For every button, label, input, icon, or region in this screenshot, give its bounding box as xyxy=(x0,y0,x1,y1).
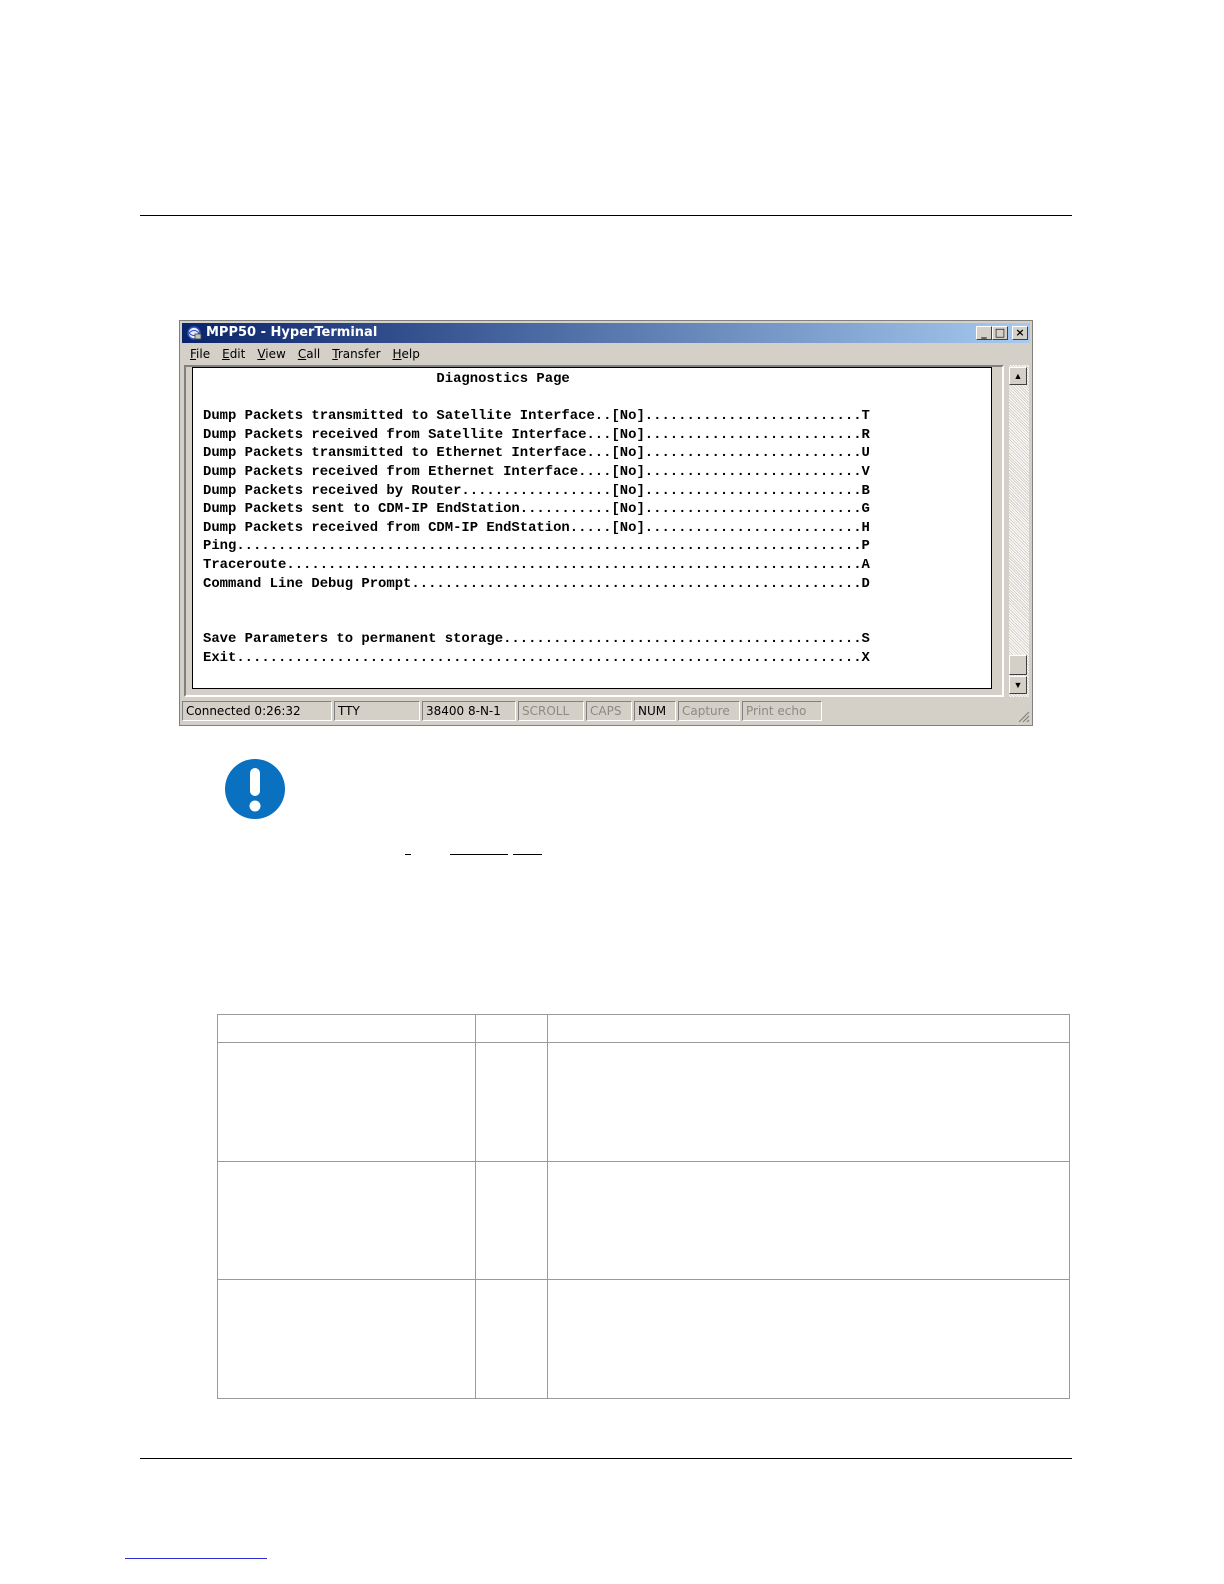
hyperterminal-icon xyxy=(186,325,202,341)
terminal-line: Dump Packets received from Ethernet Interface....[No]..........................V xyxy=(203,464,870,480)
vertical-scrollbar[interactable] xyxy=(1009,365,1029,697)
menu-item-edit[interactable]: Edit xyxy=(222,347,246,361)
terminal-line: Dump Packets received by Router..................[No]..........................B xyxy=(203,482,870,499)
minimize-button[interactable]: _ xyxy=(976,326,992,340)
text-fragment xyxy=(450,854,508,855)
empty-table xyxy=(217,1014,1070,1399)
menu-item-transfer[interactable]: Transfer xyxy=(332,347,381,361)
resize-grip-icon[interactable] xyxy=(1016,709,1030,723)
text-fragment xyxy=(513,854,542,855)
status-tty: TTY xyxy=(334,701,420,721)
terminal-line: Dump Packets sent to CDM-IP EndStation...........[No]..........................G xyxy=(203,501,870,518)
status-print: Print echo xyxy=(742,701,822,721)
terminal-line: Dump Packets transmitted to Satellite Interface..[No]..........................T xyxy=(203,408,870,425)
close-button[interactable]: × xyxy=(1012,326,1028,340)
status-capture: Capture xyxy=(678,701,740,721)
scroll-down-button[interactable]: ▼ xyxy=(1009,676,1027,694)
terminal-line: Save Parameters to permanent storage...........................................S xyxy=(203,631,870,648)
status-bar xyxy=(182,701,1030,723)
terminal-line: Dump Packets transmitted to Ethernet Interface...[No]..........................U xyxy=(203,445,870,462)
status-38400: 38400 8-N-1 xyxy=(422,701,516,721)
hyperterminal-window xyxy=(179,320,1033,726)
status-num: NUM xyxy=(634,701,676,721)
footer-rule xyxy=(140,1458,1072,1459)
text-fragment xyxy=(405,854,411,855)
header-rule xyxy=(140,215,1072,216)
menu-item-view[interactable]: View xyxy=(257,347,286,361)
status-scroll: SCROLL xyxy=(518,701,584,721)
footer-link[interactable] xyxy=(125,1558,267,1559)
terminal-line: Ping...........................................................................P xyxy=(203,538,870,555)
status-connected: Connected 0:26:32 xyxy=(182,701,332,721)
terminal-line: Traceroute.....................................................................A xyxy=(203,557,870,573)
menu-item-help[interactable]: Help xyxy=(392,347,420,361)
status-caps: CAPS xyxy=(586,701,632,721)
terminal-title: Diagnostics Page xyxy=(203,371,570,387)
terminal-line: Command Line Debug Prompt......................................................D xyxy=(203,575,870,592)
scroll-thumb[interactable] xyxy=(1009,655,1027,675)
terminal-screen[interactable] xyxy=(192,367,992,689)
terminal-line: Dump Packets received from CDM-IP EndStation.....[No]..........................H xyxy=(203,519,870,536)
terminal-line: Exit...........................................................................X xyxy=(203,650,870,666)
scroll-up-button[interactable]: ▲ xyxy=(1009,367,1027,385)
terminal-line: Dump Packets received from Satellite Interface...[No]..........................R xyxy=(203,426,870,443)
title-bar[interactable] xyxy=(182,323,1030,343)
menu-item-call[interactable]: Call xyxy=(297,347,321,361)
menu-item-file[interactable]: File xyxy=(190,347,211,361)
window-title: MPP50 - HyperTerminal xyxy=(206,325,378,340)
menu-bar xyxy=(184,345,426,363)
maximize-button[interactable]: □ xyxy=(992,326,1008,340)
exclamation-icon xyxy=(224,758,286,820)
